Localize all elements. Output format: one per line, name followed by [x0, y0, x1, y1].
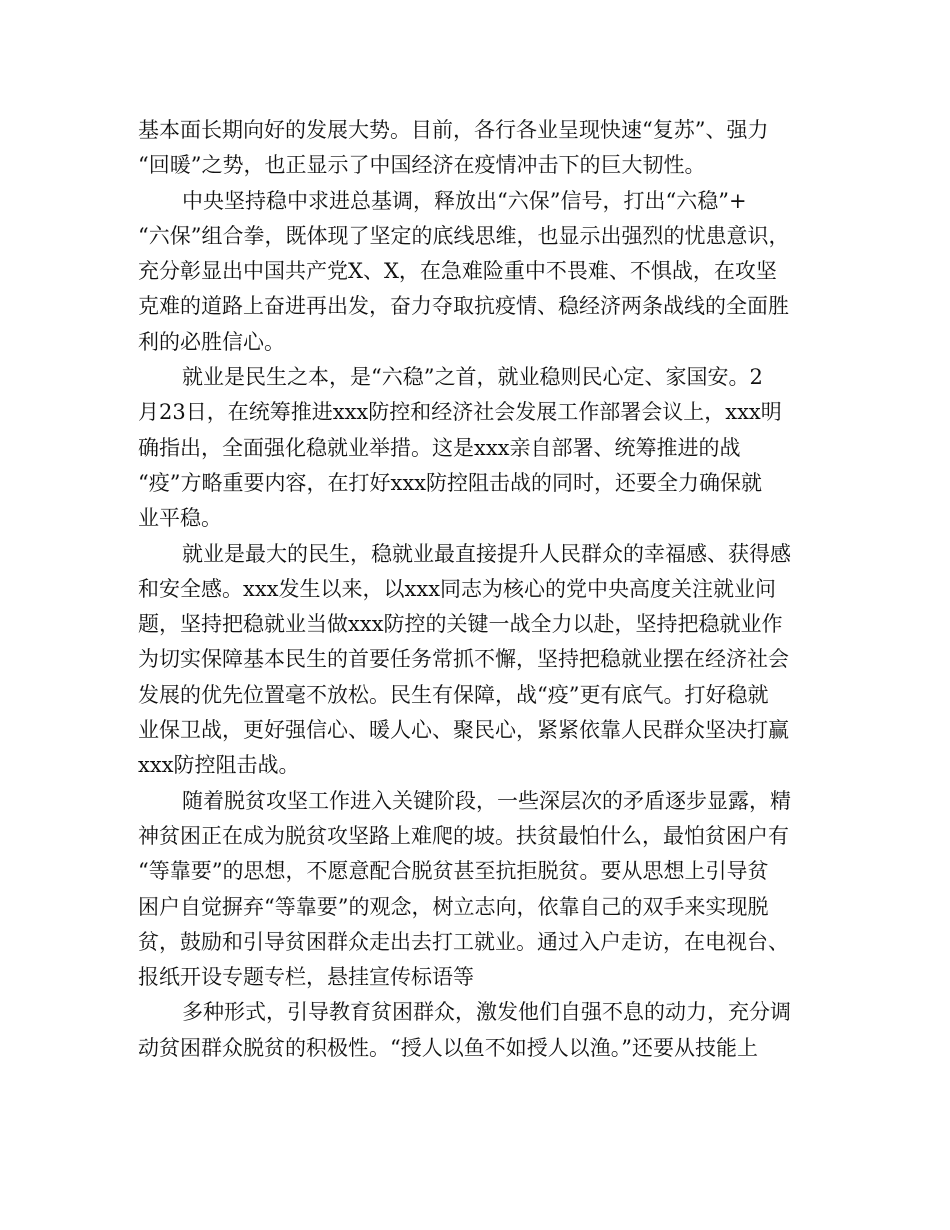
text-line: 确指出，全面强化稳就业举措。这是xxx亲自部署、统筹推进的战: [138, 435, 741, 460]
text-line: 报纸开设专题专栏，悬挂宣传标语等: [138, 965, 474, 990]
text-line: 和安全感。xxx发生以来，以xxx同志为核心的党中央高度关注就业问: [138, 576, 777, 601]
paragraph-start-line: 多种形式，引导教育贫困群众，激发他们自强不息的动力，充分调: [182, 1000, 791, 1025]
text-line: xxx防控阻击战。: [138, 753, 300, 778]
text-line: 贫，鼓励和引导贫困群众走出去打工就业。通过入户走访，在电视台、: [138, 929, 789, 954]
paragraph-start-line: 就业是最大的民生，稳就业最直接提升人民群众的幸福感、获得感: [182, 541, 791, 566]
text-line: “疫”方略重要内容，在打好xxx防控阻击战的同时，还要全力确保就: [138, 470, 762, 495]
text-line: 神贫困正在成为脱贫攻坚路上难爬的坡。扶贫最怕什么，最怕贫困户有: [138, 823, 789, 848]
text-line: 克难的道路上奋进再出发，奋力夺取抗疫情、稳经济两条战线的全面胜: [138, 294, 789, 319]
paragraph-start-line: 中央坚持稳中求进总基调，释放出“六保”信号，打出“六稳”+: [182, 188, 747, 213]
text-line: “回暖”之势，也正显示了中国经济在疫情冲击下的巨大韧性。: [138, 153, 706, 178]
text-line: 困户自觉摒弃“等靠要”的观念，树立志向，依靠自己的双手来实现脱: [138, 894, 769, 919]
text-line: 为切实保障基本民生的首要任务常抓不懈，坚持把稳就业摆在经济社会: [138, 647, 789, 672]
text-line: 业保卫战，更好强信心、暖人心、聚民心，紧紧依靠人民群众坚决打赢: [138, 718, 789, 743]
text-line: 基本面长期向好的发展大势。目前，各行各业呈现快速“复苏”、强力: [138, 118, 769, 142]
text-line: 发展的优先位置毫不放松。民生有保障，战“疫”更有底气。打好稳就: [138, 682, 769, 707]
document-body: [138, 113, 818, 1066]
text-line: “六保”组合拳，既体现了坚定的底线思维，也显示出强烈的忧患意识，: [138, 223, 790, 248]
text-line: “等靠要”的思想，不愿意配合脱贫甚至抗拒脱贫。要从思想上引导贫: [138, 859, 769, 884]
paragraph-start-line: 随着脱贫攻坚工作进入关键阶段，一些深层次的矛盾逐步显露，精: [182, 788, 791, 813]
text-line: 充分彰显出中国共产党X、X，在急难险重中不畏难、不惧战，在攻坚: [138, 259, 777, 284]
text-line: 业平稳。: [138, 506, 222, 531]
text-line: 利的必胜信心。: [138, 329, 285, 354]
paragraph-start-line: 就业是民生之本，是“六稳”之首，就业稳则民心定、家国安。2: [182, 365, 763, 390]
text-line: 动贫困群众脱贫的积极性。“授人以鱼不如授人以渔。”还要从技能上: [138, 1035, 758, 1060]
text-line: 月23日，在统筹推进xxx防控和经济社会发展工作部署会议上，xxx明: [138, 400, 782, 425]
text-line: 题，坚持把稳就业当做xxx防控的关键一战全力以赴，坚持把稳就业作: [138, 612, 783, 637]
